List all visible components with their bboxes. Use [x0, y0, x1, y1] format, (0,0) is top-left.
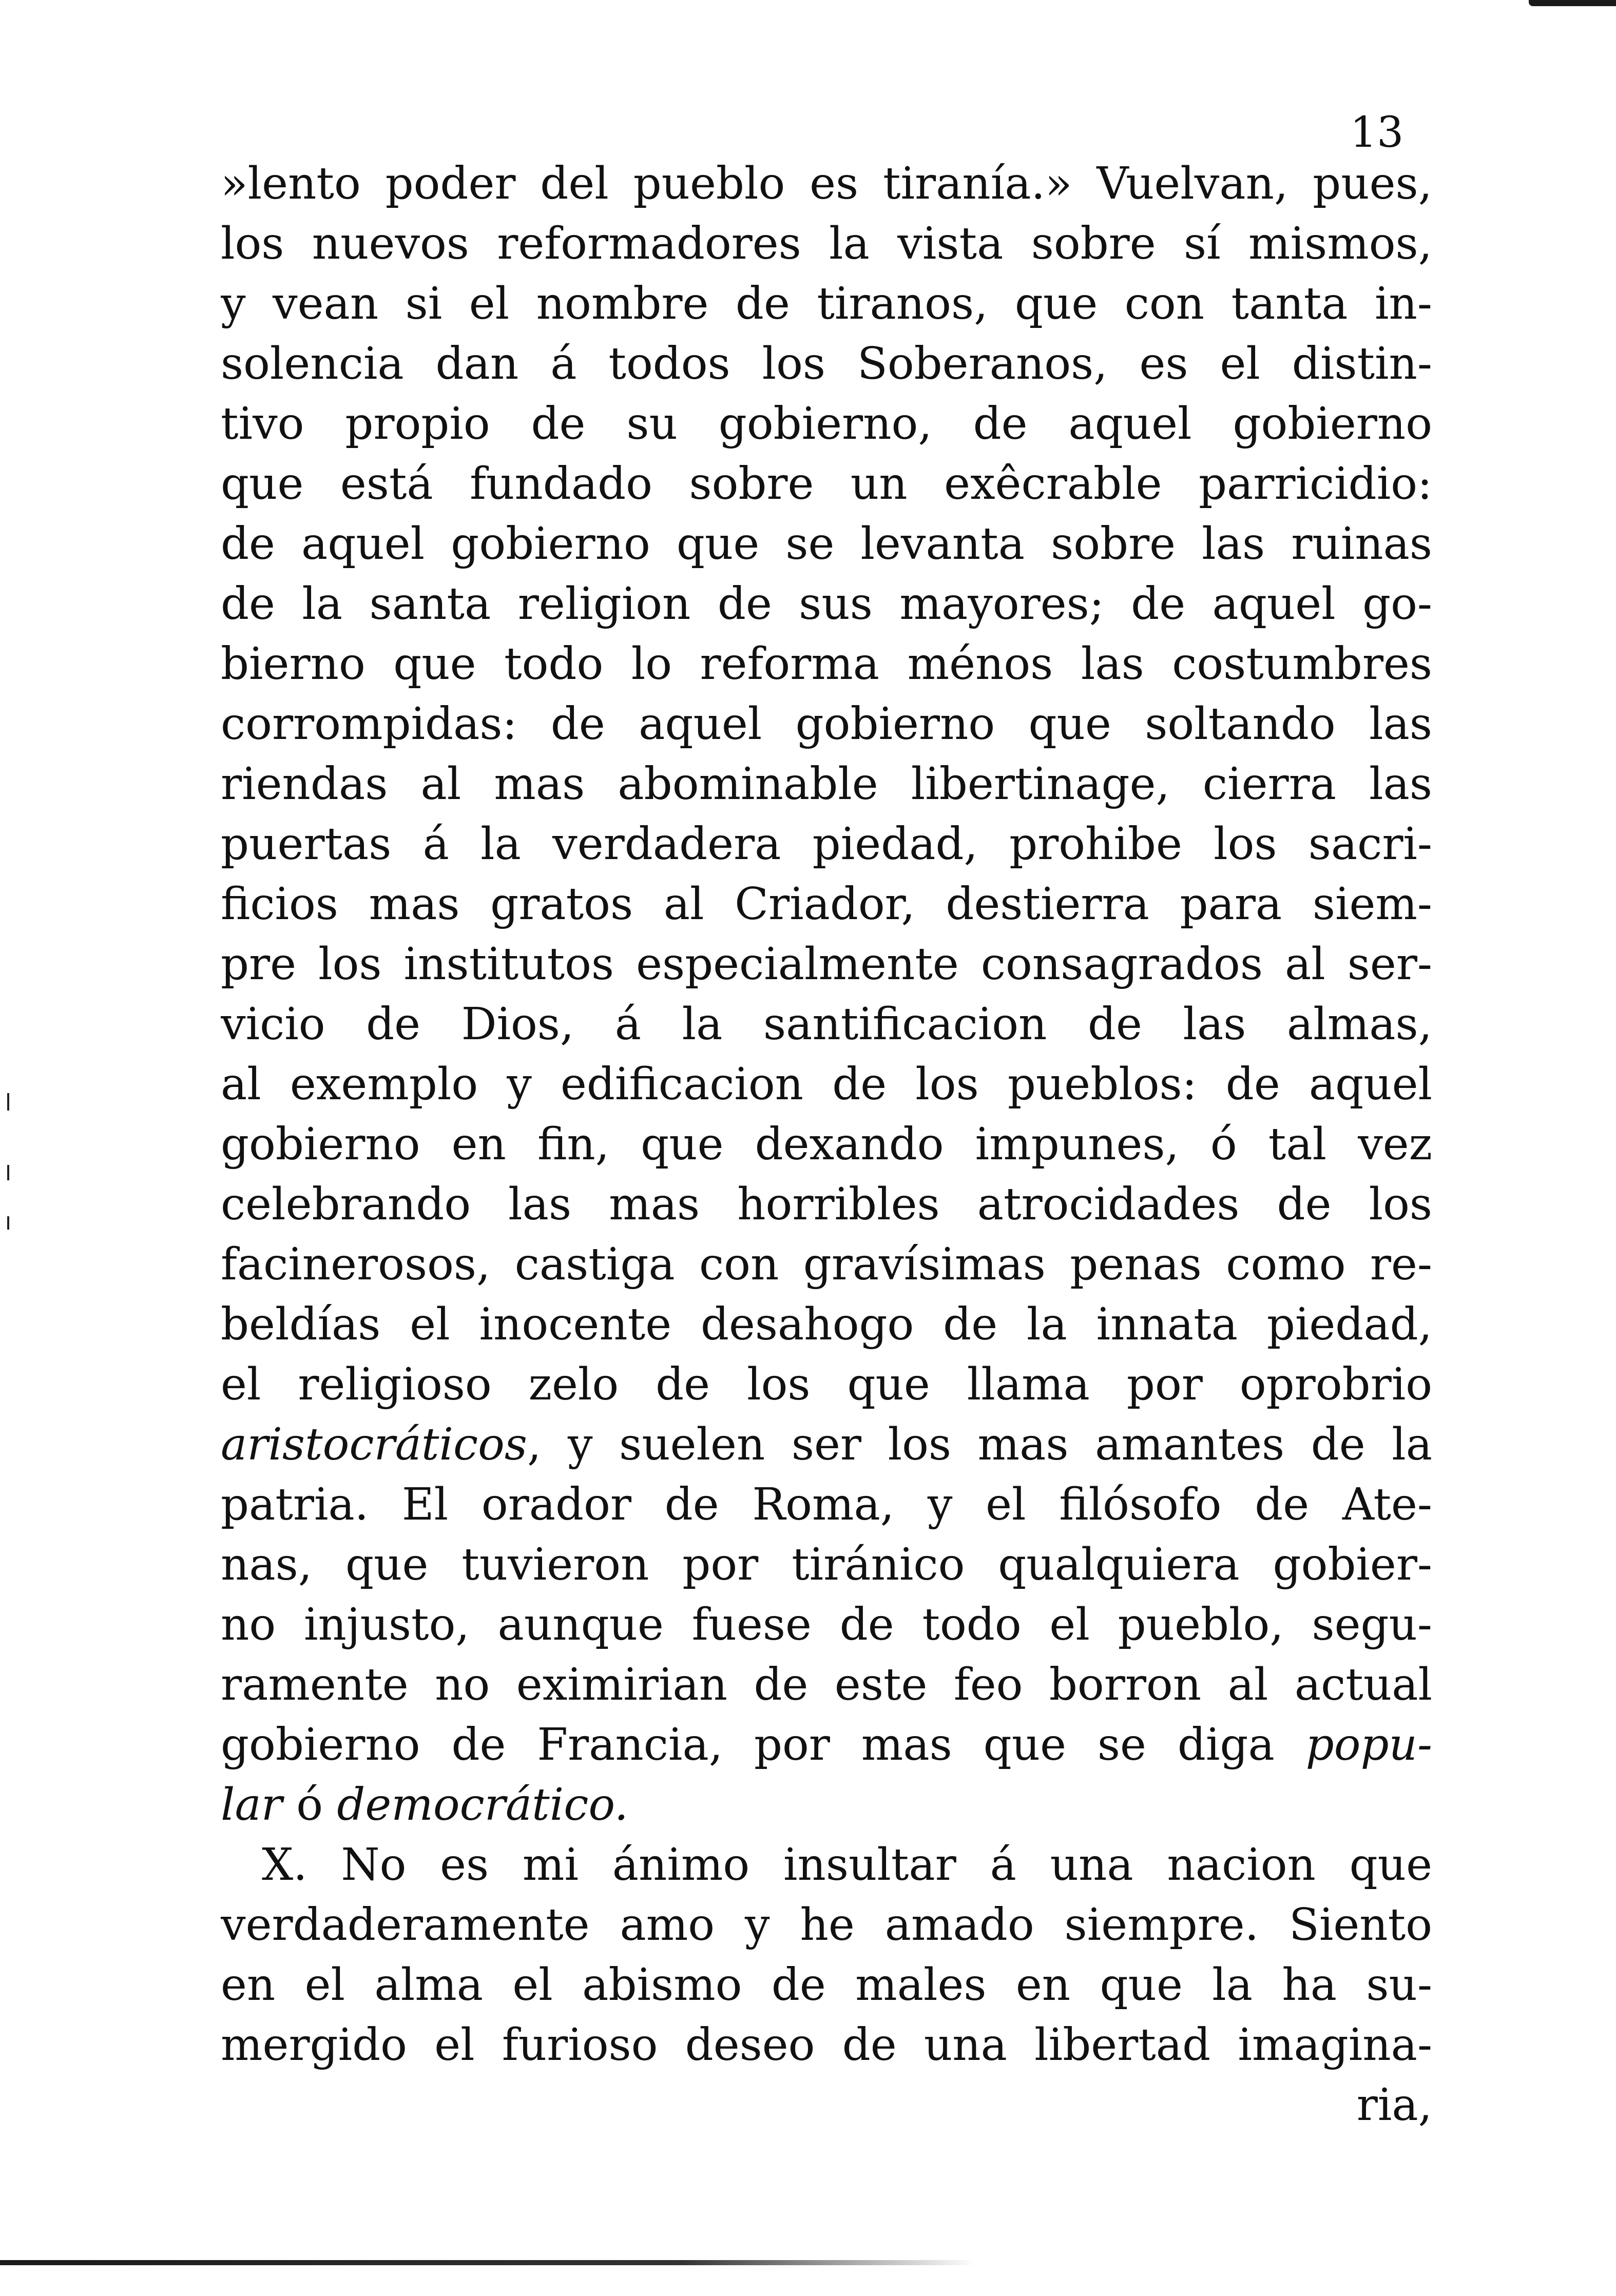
page-number: 13 — [1350, 108, 1404, 157]
text-line — [221, 1715, 1432, 1775]
text-line: beldías el inocente desahogo de la innata piedad, — [221, 1299, 1432, 1350]
text-run: ó — [282, 1779, 337, 1831]
text-line: verdaderamente amo y he amado siempre. Siento — [221, 1899, 1432, 1951]
text-line: ficios mas gratos al Criador, destierra para siem- — [221, 879, 1432, 930]
text-line — [221, 1415, 1432, 1475]
text-line: mergido el furioso deseo de una libertad imagina- — [221, 2019, 1432, 2071]
margin-mark — [7, 1165, 9, 1180]
text-line: patria. El orador de Roma, y el filósofo de Ate- — [221, 1479, 1432, 1530]
text-line: no injusto, aunque fuese de todo el pueblo, segu- — [221, 1599, 1432, 1650]
text-line: »lento poder del pueblo es tiranía.» Vuelvan, pues, — [221, 158, 1432, 209]
text-run: gobierno de Francia, por mas que se diga — [221, 1719, 1275, 1770]
text-line: solencia dan á todos los Soberanos, es el distin- — [221, 338, 1432, 390]
text-line: celebrando las mas horribles atrocidades de los — [221, 1179, 1432, 1230]
margin-mark — [7, 1216, 9, 1230]
text-line: en el alma el abismo de males en que la ha su- — [221, 1959, 1432, 2011]
text-line: y vean si el nombre de tiranos, que con tanta in- — [221, 278, 1432, 329]
scan-edge-mark — [1529, 0, 1616, 6]
text-line: que está fundado sobre un exêcrable parricidio: — [221, 458, 1432, 510]
text-line: tivo propio de su gobierno, de aquel gobierno — [221, 398, 1432, 450]
text-run: , y suelen ser los mas amantes de la — [527, 1419, 1432, 1470]
text-line: nas, que tuvieron por tiránico qualquiera gobier- — [221, 1539, 1432, 1590]
text-line: vicio de Dios, á la santificacion de las almas, — [221, 999, 1432, 1050]
text-line: de la santa religion de sus mayores; de aquel go- — [221, 578, 1432, 630]
text-line: puertas á la verdadera piedad, prohibe los sacri- — [221, 819, 1432, 870]
text-line: bierno que todo lo reforma ménos las costumbres — [221, 638, 1432, 690]
text-line: el religioso zelo de los que llama por oprobrio — [221, 1359, 1432, 1410]
text-line: gobierno en fin, que dexando impunes, ó tal vez — [221, 1119, 1432, 1170]
text-line: pre los institutos especialmente consagrados al ser- — [221, 939, 1432, 990]
body-text — [221, 154, 1432, 2135]
text-line: ramente no eximirian de este feo borron al actual — [221, 1659, 1432, 1710]
italic-word: aristocráticos — [221, 1419, 528, 1470]
text-line: riendas al mas abominable libertinage, cierra las — [221, 758, 1432, 810]
italic-word: lar — [221, 1779, 282, 1831]
italic-word: popu- — [1305, 1719, 1432, 1770]
italic-word: democrático. — [337, 1779, 628, 1831]
text-line: facinerosos, castiga con gravísimas penas como re- — [221, 1239, 1432, 1290]
catchword: ria, — [1356, 2079, 1432, 2131]
margin-mark — [7, 1093, 9, 1111]
text-line: de aquel gobierno que se levanta sobre las ruinas — [221, 518, 1432, 570]
scan-bottom-edge — [0, 2260, 975, 2265]
text-line — [221, 1775, 1432, 1835]
text-line: los nuevos reformadores la vista sobre sí mismos, — [221, 218, 1432, 269]
text-line: al exemplo y edificacion de los pueblos: de aquel — [221, 1059, 1432, 1110]
text-line: X. No es mi ánimo insultar á una nacion que — [262, 1839, 1432, 1891]
text-line: corrompidas: de aquel gobierno que soltando las — [221, 698, 1432, 750]
